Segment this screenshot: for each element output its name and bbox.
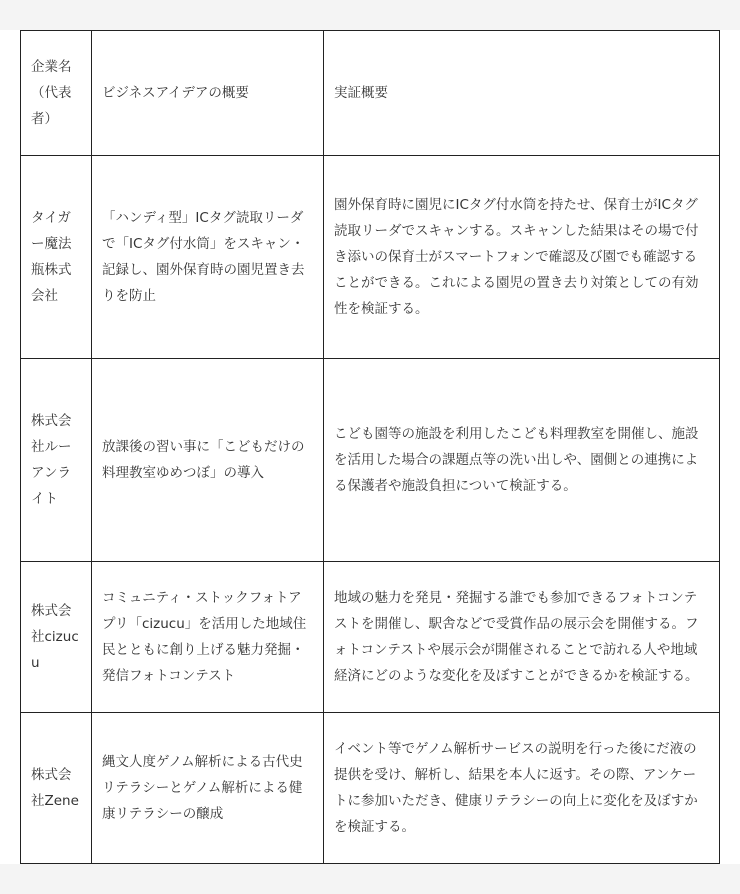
summary-cell: こども園等の施設を利用したこども料理教室を開催し、施設を活用した場合の課題点等の洗い出しや、園側との連携による保護者や施設負担について検証する。 <box>324 359 720 562</box>
company-cell: 株式会社ルーアンライト <box>21 359 92 562</box>
summary-cell: 園外保育時に園児にICタグ付水筒を持たせ、保育士がICタグ読取リーダでスキャンする。スキャンした結果はその場で付き添いの保育士がスマートフォンで確認及び園でも確認することができる。これによる園児の置き去り対策としての有効性を検証する。 <box>324 156 720 359</box>
header-idea: ビジネスアイデアの概要 <box>92 31 324 156</box>
idea-cell: 縄文人度ゲノム解析による古代史リテラシーとゲノム解析による健康リテラシーの醸成 <box>92 713 324 864</box>
table-row <box>21 713 720 864</box>
document-page <box>0 30 740 864</box>
table-row <box>21 359 720 562</box>
projects-table <box>20 30 720 864</box>
table-row <box>21 156 720 359</box>
summary-cell: イベント等でゲノム解析サービスの説明を行った後にだ液の提供を受け、解析し、結果を本人に返す。その際、アンケートに参加いただき、健康リテラシーの向上に変化を及ぼすかを検証する。 <box>324 713 720 864</box>
table-row <box>21 562 720 713</box>
company-cell: タイガー魔法瓶株式会社 <box>21 156 92 359</box>
idea-cell: 放課後の習い事に「こどもだけの料理教室ゆめつぼ」の導入 <box>92 359 324 562</box>
header-summary: 実証概要 <box>324 31 720 156</box>
idea-cell: 「ハンディ型」ICタグ読取リーダで「ICタグ付水筒」をスキャン・記録し、園外保育時の園児置き去りを防止 <box>92 156 324 359</box>
idea-cell: コミュニティ・ストックフォトアプリ「cizucu」を活用した地域住民とともに創り上げる魅力発掘・発信フォトコンテスト <box>92 562 324 713</box>
table-header-row <box>21 31 720 156</box>
company-cell: 株式会社Zene <box>21 713 92 864</box>
header-company: 企業名（代表者） <box>21 31 92 156</box>
summary-cell: 地域の魅力を発見・発掘する誰でも参加できるフォトコンテストを開催し、駅舎などで受賞作品の展示会を開催する。フォトコンテストや展示会が開催されることで訪れる人や地域経済にどのような変化を及ぼすことができるかを検証する。 <box>324 562 720 713</box>
company-cell: 株式会社cizucu <box>21 562 92 713</box>
